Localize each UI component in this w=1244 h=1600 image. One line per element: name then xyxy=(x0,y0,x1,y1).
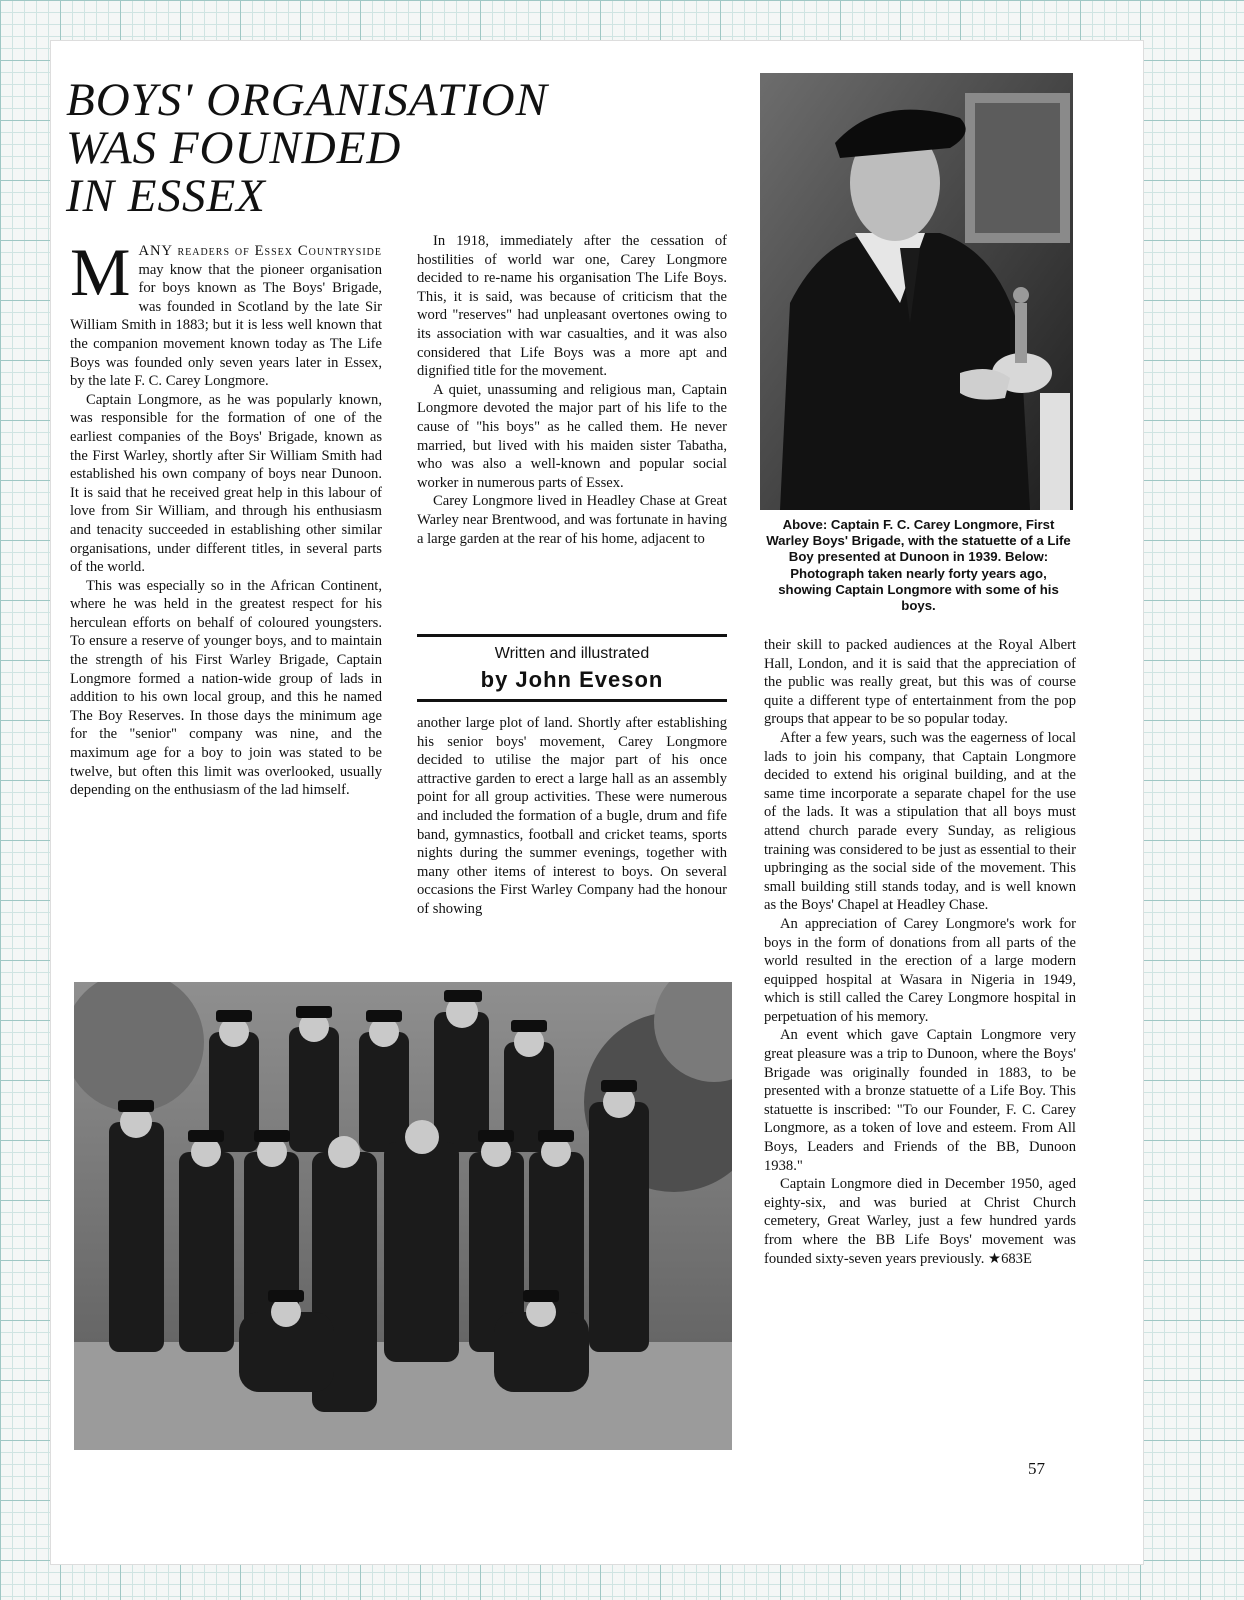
column-2-bottom xyxy=(417,714,727,919)
column-1 xyxy=(70,234,382,800)
paragraph: This was especially so in the African Continent, where he was held in the greatest respect for his herculean efforts on behalf of coloured youngsters. To ensure a reserve of younger boys, and to maintain the strength of his First Warley Brigade, Captain Longmore formed a nation-wide group of lads in addition to his own local group, and this he named The Boy Reserves. In those days the minimum age for the "senior" company was nine, and the maximum age for a boy to join was stated to be twelve, but often this limit was overlooked, usually depending on the enthusiasm of the lad himself. xyxy=(70,577,382,799)
paragraph-intro xyxy=(70,234,382,391)
paragraph: After a few years, such was the eagerness of local lads to join his company, that Captain Longmore decided to extend his original building, and at the same time incorporate a separate chapel for the use of the lads. It was a stipulation that all boys must attend church parade every Sunday, as religious training was considered to be just as essential to their upbringing as the social side of the movement. This small building still stands today, and is well known as the Boys' Chapel at Headley Chase. xyxy=(764,729,1076,914)
drop-cap: M xyxy=(70,234,131,310)
headline-line-2: WAS FOUNDED xyxy=(66,122,402,174)
byline-written: Written and illustrated xyxy=(494,645,650,662)
intro-lead: ANY readers of xyxy=(138,243,255,259)
paragraph: Carey Longmore lived in Headley Chase at Great Warley near Brentwood, and was fortunate in having a large garden at the rear of his home, adjacent to xyxy=(417,493,727,547)
headline-line-1: BOYS' ORGANISATION xyxy=(66,74,548,126)
portrait-photo-graphic xyxy=(760,73,1073,510)
byline-box xyxy=(417,634,727,702)
page-number: 57 xyxy=(1028,1459,1045,1478)
article-headline xyxy=(66,76,706,220)
paragraph: Captain Longmore, as he was popularly known, was responsible for the formation of one of the earliest companies of the Boys' Brigade, known as the First Warley, shortly after Sir William Smith had established his own company of boys near Dunoon. It is said that he received great help in this labour of love from Sir William, and through his enthusiasm and tenacity succeeded in establishing other similar organisations, under different titles, in several parts of the world. xyxy=(70,391,382,576)
article-reference: ★683E xyxy=(988,1250,1032,1267)
paragraph: An appreciation of Carey Longmore's work for boys in the form of donations from all parts of the world resulted in the erection of a large modern equipped hospital at Wasara in Nigeria in 1949, which is still called the Carey Longmore hospital in perpetuation of his memory. xyxy=(764,915,1076,1025)
byline-author: by John Eveson xyxy=(480,667,664,692)
paragraph: another large plot of land. Shortly after establishing his senior boys' movement, Carey Longmore decided to utilise the major part of his once attractive garden to erect a large hall as an assembly point for all group activities. These were numerous and included the formation of a bugle, drum and fife band, gymnastics, football and cricket teams, sports nights during the summer evenings, together with many other items of interest to boys. On several occasions the First Warley Company had the honour of showing xyxy=(417,715,727,917)
portrait-photo-icon xyxy=(760,73,1073,510)
column-2-top xyxy=(417,232,727,548)
paragraph-final xyxy=(764,1175,1076,1268)
paragraph: In 1918, immediately after the cessation of hostilities of world war one, Carey Longmore decided to re-name his organisation The Life Boys. This, it is said, was because of criticism that the word "reserves" had unpleasant overtones owing to its association with war casualties, and it was also considered that Life Boys was a more apt and dignified title for the movement. xyxy=(417,233,727,380)
final-text: Captain Longmore died in December 1950, aged eighty-six, and was buried at Christ Church cemetery, Great Warley, just a few hundred yards from where the BB Life Boys' movement was founded sixty-seven years previously. xyxy=(764,1176,1076,1267)
group-photo-graphic xyxy=(74,982,732,1450)
photo-caption: Above: Captain F. C. Carey Longmore, First Warley Boys' Brigade, with the statuette of a Life Boy presented at Dunoon in 1939. Below: Photograph taken nearly forty years ago, showing Captain Longmore with some of his boys. xyxy=(766,517,1071,614)
paragraph: A quiet, unassuming and religious man, Captain Longmore devoted the major part of his life to the cause of "his boys" as he called them. He never married, but lived with his maiden sister Tabatha, who was also a well-known and popular social worker in numerous parts of Essex. xyxy=(417,381,727,491)
group-photo-icon xyxy=(74,982,732,1450)
intro-text: may know that the pioneer organisation for boys known as The Boys' Brigade, was founded in Scotland by the late Sir William Smith in 1883; but it is less well known that the companion movement known today as The Life Boys was founded only seven years later in Essex, by the late F. C. Carey Longmore. xyxy=(70,261,382,390)
paragraph: their skill to packed audiences at the Royal Albert Hall, London, and it is said that the appreciation of the public was really great, but this was of course quite a different type of entertainment from the pop groups that appear to be so popular today. xyxy=(764,637,1076,728)
paragraph: An event which gave Captain Longmore very great pleasure was a trip to Dunoon, where the Boys' Brigade was originally founded in 1883, to be presented with a bronze statuette of a Life Boy. This statuette is inscribed: "To our Founder, F. C. Carey Longmore, as a token of love and esteem. From All Boys, Leaders and Friends of the BB, Dunoon 1938." xyxy=(764,1027,1076,1174)
column-3 xyxy=(764,636,1076,1268)
magazine-name: Essex Countryside xyxy=(254,243,382,259)
headline-line-3: IN ESSEX xyxy=(66,170,266,222)
